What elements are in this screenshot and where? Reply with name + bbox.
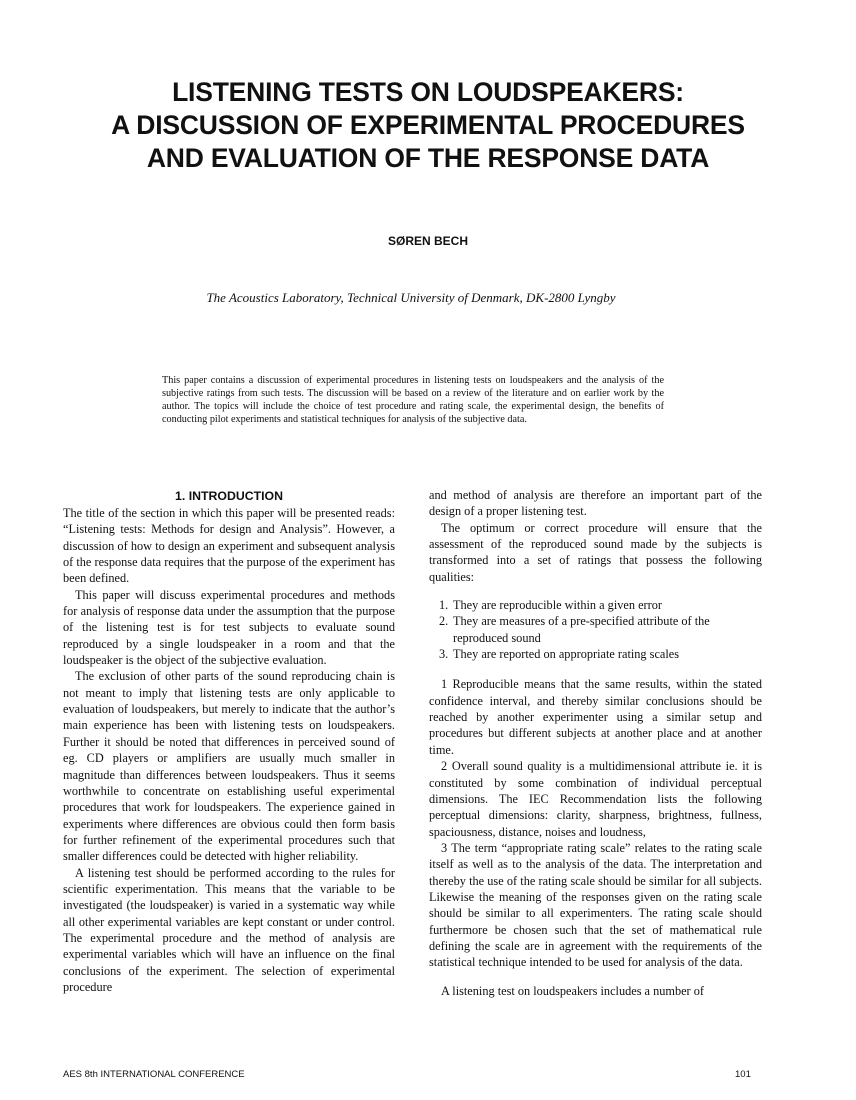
body-paragraph: The optimum or correct procedure will ensure that the assessment of the reproduced sound made by the subjects is transformed into a set of ratings that possess the following qualities: xyxy=(429,520,762,584)
title-line-3: AND EVALUATION OF THE RESPONSE DATA xyxy=(146,143,710,173)
list-item-text: They are reproducible within a given error xyxy=(453,598,662,613)
author-affiliation: The Acoustics Laboratory, Technical University of Denmark, DK-2800 Lyngby xyxy=(206,290,616,305)
footer-conference: AES 8th INTERNATIONAL CONFERENCE xyxy=(63,1069,245,1080)
title-line-1: LISTENING TESTS ON LOUDSPEAKERS: xyxy=(172,77,684,107)
body-paragraph: 1 Reproducible means that the same results, within the stated confidence interval, and thereby similar conclusions should be reached by another experimenter using a similar setup and procedures but different subjects at another place and at another time. xyxy=(429,677,762,757)
list-item-text: They are measures of a pre-specified attribute of the reproduced sound xyxy=(453,614,710,645)
left-column xyxy=(63,487,395,995)
abstract: This paper contains a discussion of experimental procedures in listening tests on loudspeakers and the analysis of the subjective ratings from such tests. The discussion will be based on a review of the literature and on earlier work by the author. The topics will include the choice of test procedure and rating scale, the experimental design, the benefits of conducting pilot experiments and statistical techniques for analysis of the subjective data. xyxy=(162,375,664,425)
body-paragraph: A listening test on loudspeakers includes a number of xyxy=(441,983,704,998)
list-item xyxy=(439,597,762,613)
body-paragraph: The title of the section in which this paper will be presented reads: “Listening tests: Methods for design and Analysis”. However, a discussion of how to design an experiment and subsequent analysis of the response data requires that the purpose of the experiment has been defined. xyxy=(63,506,395,586)
list-item xyxy=(439,646,762,662)
body-paragraph: and method of analysis are therefore an important part of the design of a proper listening test. xyxy=(429,488,762,519)
body-paragraph: The exclusion of other parts of the sound reproducing chain is not meant to imply that listening tests are only applicable to evaluation of loudspeakers, but merely to indicate that the author’s main experience has been with listening tests on loudspeakers. Further it should be noted that differences in perceived sound of eg. CD players or amplifiers are usually much smaller in magnitude than differences between loudspeakers. Thus it seems worthwhile to concentrate on establishing useful experimental procedures that work for loudspeakers. The experience gained in experiments where differences are obvious could then form basis for further refinement of the experimental procedures such that smaller differences could be detected with higher reliability. xyxy=(63,669,395,864)
page-number: 101 xyxy=(735,1069,751,1080)
list-item-number: 1. xyxy=(439,598,449,613)
body-paragraph: 2 Overall sound quality is a multidimensional attribute ie. it is constituted by some combination of individual perceptual dimensions. The IEC Recommendation lists the following perceptual dimensions: clarity, sharpness, brightness, fullness, spaciousness, distance, noises and loudness, xyxy=(429,759,762,839)
list-item xyxy=(439,613,762,646)
list-item-text: They are reported on appropriate rating scales xyxy=(453,647,680,662)
section-heading: 1. INTRODUCTION xyxy=(175,489,283,503)
title-line-2: A DISCUSSION OF EXPERIMENTAL PROCEDURES xyxy=(111,110,745,140)
list-item-number: 2. xyxy=(439,614,449,629)
paper-title xyxy=(40,76,816,175)
right-column xyxy=(429,487,762,999)
body-paragraph: A listening test should be performed according to the rules for scientific experimentation. This means that the variable to be investigated (the loudspeaker) is varied in a systematic way while all other experimental variables are kept constant or under control. The experimental procedure and the method of analysis are experimental variables which will have an influence on the final conclusions of the experiment. The selection of experimental procedure xyxy=(63,865,395,994)
qualities-list xyxy=(439,597,762,662)
paragraph-gap xyxy=(429,971,762,983)
body-paragraph: 3 The term “appropriate rating scale” relates to the rating scale itself as well as to the analysis of the data. The interpretation and thereby the use of the rating scale should be similar for all subjects. Likewise the meaning of the responses given on the rating scale should be similar to all experimenters. The rating scale should furthermore be chosen such that the set of mathematical rule defining the scale are in agreement with the requirements of the statistical technique intended to be used for analysis of the data. xyxy=(429,840,762,970)
list-item-number: 3. xyxy=(439,647,449,662)
body-paragraph: This paper will discuss experimental procedures and methods for analysis of response data under the assumption that the purpose of the listening test is for test subjects to evaluate sound reproduced by a single loudspeaker in a room and that the loudspeaker is the object of the subjective evaluation. xyxy=(63,587,395,668)
author-name: SØREN BECH xyxy=(387,234,468,248)
